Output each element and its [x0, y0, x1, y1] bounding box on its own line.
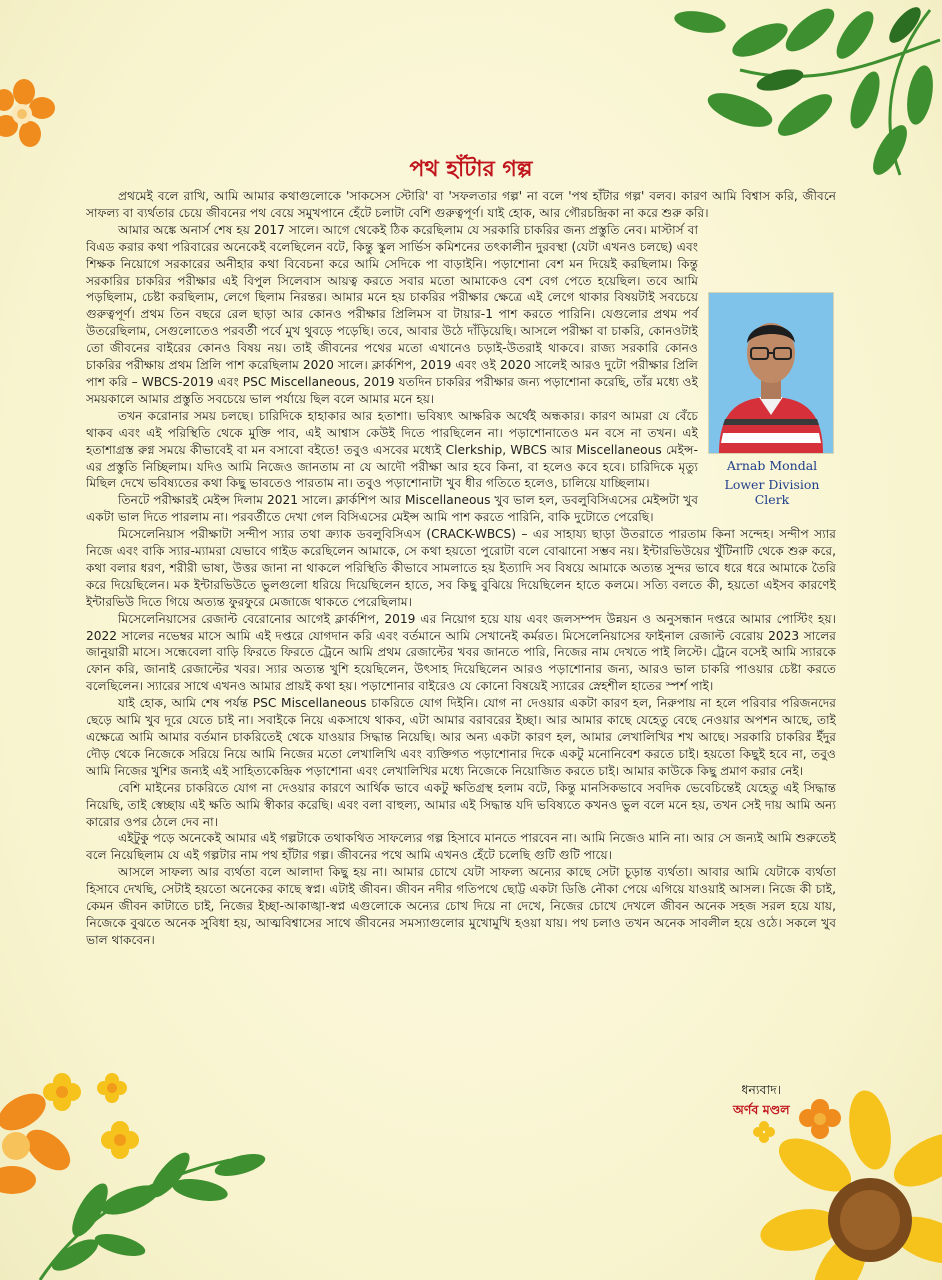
author-name-caption: Arnab Mondal [726, 457, 818, 473]
paragraph: যাই হোক, আমি শেষ পর্যন্ত PSC Miscellaneous চাকরিতে যোগ দিইনি। যোগ না দেওয়ার একটা কারণ হল, নিরুপায় না হলে পরিবার পরিজনদের ছেড়ে আমি খুব দূরে যেতে চাই না। সবাইকে নিয়ে একসাথে থাকব, এটা আমার বরাবরের ইচ্ছা। আর আমার কাছে যেহেতু বেছে নেওয়ার অপশন আছে, তাই এক্ষেত্রে আমি আমার বর্তমান চাকরিতেই থেকে যাওয়ার সিদ্ধান্ত নিয়েছি। আর অন্য একটা কারণ হল, আমার লেখালিখির শখ আছে। সরকারি চাকরির ইঁদুর দৌড় থেকে নিজেকে সরিয়ে নিয়ে আমি নিজের মতো লেখালিখি এবং ব্যক্তিগত পড়াশোনার দিকে একটু মনোনিবেশ করতে চাই। হয়তো কিছুই হবে না, তবুও আমি নিজের খুশির জন্যই এই সাহিত্যকেন্দ্রিক পড়াশোনা এবং লেখালিখির মধ্যে নিজেকে নিয়োজিত করতে চাই। আমার কাউকে কিছু প্রমাণ করার নেই। [86, 696, 836, 778]
article-body [86, 188, 836, 1078]
paragraph: প্রথমেই বলে রাখি, আমি আমার কথাগুলোকে 'সাকসেস স্টোরি' বা 'সফলতার গল্প' না বলে 'পথ হাঁটার গল্প' বলব। কারণ আমি বিশ্বাস করি, জীবনে সাফল্য বা ব্যর্থতার চেয়ে জীবনের পথ বেয়ে সমুখপানে হেঁটে চলাটা বেশি গুরুত্বপূর্ণ। যাই হোক, আর গৌরচন্দ্রিকা না করে শুরু করি। [86, 189, 836, 220]
thanks-text: ধন্যবাদ। [741, 1082, 782, 1097]
paragraph: তিনটে পরীক্ষারই মেইন্স দিলাম 2021 সালে। ক্লার্কশিপ আর Miscellaneous খুব ভাল হল, ডবলুবিসিএসের মেইন্সটা খুব একটা ভাল দিতে পারলাম না। পরবর্তীতে দেখা গেল বিসিএসের মেইন্স আমি পাশ করতে পারিনি, বাকি দুটোতে পেরেছি। [86, 493, 698, 525]
author-photo [708, 292, 834, 454]
paragraph: এইটুকু পড়ে অনেকেই আমার এই গল্পটাকে তথাকথিত সাফল্যের গল্প হিসাবে মানতে পারবেন না। আমি নিজেও মানি না। আর সে জন্যই আমি শুরুতেই বলে নিয়েছিলাম যে এই গল্পটার নাম পথ হাঁটার গল্প। জীবনের পথে আমি এখনও হেঁটে চলেছি গুটি গুটি পায়ে। [86, 831, 836, 863]
person-portrait-icon [709, 293, 833, 453]
paragraph: আসলে সাফল্য আর ব্যর্থতা বলে আলাদা কিছু হয় না। আমার চোখে যেটা সাফল্য অন্যের কাছে সেটা চূড়ান্ত ব্যর্থতা। আবার আমি যেটাকে ব্যর্থতা হিসাবে দেখছি, সেটাই হয়তো অনেকের কাছে স্বপ্ন। এটাই জীবন। জীবন নদীর গতিপথে ছোট্ট একটা ডিঙি নৌকা পেয়ে এগিয়ে যাওয়াই আসল। নিজে কী চাই, কেমন জীবন কাটাতে চাই, নিজের ইচ্ছা-আকাঙ্খা-স্বপ্ন এগুলোকে অন্যের চোখ দিয়ে না দেখে, নিজের চোখে দেখলে জীবন অনেক সহজ সরল হয়ে যায়, নিজেকে বুঝতে অনেক সুবিধা হয়, আত্মবিশ্বাসের সাথে জীবনের সমস্যাগুলোর মুখোমুখি হওয়া যায়। পথ চলাও তখন অনেক সাবলীল হয়ে ওঠে। সকলে খুব ভাল থাকবেন। [86, 865, 836, 947]
signature-block [733, 1080, 790, 1120]
signature-name: অর্ণব মণ্ডল [733, 1102, 790, 1117]
paragraph: মিসেলেনিয়াসের রেজাল্ট বেরোনোর আগেই ক্লার্কশিপ, 2019 এর নিয়োগ হয়ে যায় এবং জলসম্পদ উন্নয়ন ও অনুসন্ধান দপ্তরে আমার পোস্টিং হয়। 2022 সালের নভেম্বর মাসে আমি এই দপ্তরে যোগদান করি এবং বর্তমানে আমি সেখানেই কর্মরত। মিসেলেনিয়াসের ফাইনাল রেজাল্ট বেরোয় 2023 সালের জানুয়ারী মাসে। সন্ধেবেলা বাড়ি ফিরতে ফিরতে ট্রেনে আমি প্রথম রেজাল্টের খবর জানতে পারি, নিজের নাম দেখতে পাই লিস্টে। ট্রেনে বসেই আমি স্যারকে ফোন করি, জানাই রেজাল্টের খবর। স্যার অত্যন্ত খুশি হয়েছিলেন, উৎসাহ দিয়েছিলেন আরও পড়াশোনার জন্য, আরও ভাল চাকরি পাওয়ার চেষ্টা করতে বলেছিলেন। স্যারের সাথে এখনও আমার প্রায়ই কথা হয়। পড়াশোনার বাইরেও যে কোনো বিষয়েই স্যারের স্নেহশীল হাতের স্পর্শ পাই। [86, 611, 836, 694]
author-designation-caption: Lower Division Clerk [724, 476, 820, 507]
article-title: পথ হাঁটার গল্প [409, 157, 533, 182]
author-photo-block [708, 292, 836, 507]
paragraph: মিসেলেনিয়াস পরীক্ষাটা সন্দীপ স্যার তথা ক্র্যাক ডবলুবিসিএস (CRACK-WBCS) – এর সাহায্য ছাড়া উতরাতে পারতাম কিনা সন্দেহ। সন্দীপ স্যার নিজে এবং বাকি স্যার-ম্যামরা যেভাবে গাইড করেছিলেন আমাকে, সে কথা হয়তো পুরোটা বলে বোঝানো সম্ভব নয়। ইন্টারভিউয়ের খুঁটিনাটি থেকে শুরু করে, কথা বলার ধরণ, শরীরী ভাষা, উত্তর জানা না থাকলে পরিস্থিতি কীভাবে সামলাতে হয় ইত্যাদি সব বিষয়ে আমাকে অত্যন্ত সুন্দর ভাবে ধরে ধরে আমাকে তৈরি করে দিয়েছিলেন। মক ইন্টারভিউতে ভুলগুলো ধরিয়ে দিয়েছিলেন হাতে, সব কিছু বুঝিয়ে দিয়েছিলেন হাতে কলমে। সত্যি বলতে কী, হয়তো এইসব কারণেই ইন্টারভিউ দিতে গিয়ে অত্যন্ত ফুরফুরে মেজাজে থাকতে পেরেছিলাম। [86, 527, 836, 609]
paragraph: বেশি মাইনের চাকরিতে যোগ না দেওয়ার কারণে আর্থিক ভাবে একটু ক্ষতিগ্রস্থ হলাম বটে, কিন্তু মানসিকভাবে সবদিক ভেবেচিন্তেই যেহেতু এই সিদ্ধান্ত নিয়েছি, তাই স্বেচ্ছায় এই ক্ষতি আমি স্বীকার করেছি। এবং বলা বাহুল্য, আমার এই সিদ্ধান্ত যদি ভবিষ্যতে কখনও ভুল বলে মনে হয়, তখন সেই দায় আমি অন্য কারোর ওপর ঠেলে দেব না। [86, 780, 836, 829]
flowers-leaves-bottom-left-icon [0, 1060, 300, 1280]
orange-flower-top-left-icon [0, 78, 56, 154]
paragraph: তখন করোনার সময় চলছে। চারিদিকে হাহাকার আর হতাশা। ভবিষ্যৎ আক্ষরিক অর্থেই অন্ধকার। কারণ আমরা যে বেঁচে থাকব এবং এই পরিস্থিতি থেকে মুক্তি পাব, এই আশ্বাস কেউই দিতে পারছিলেন না। পড়াশোনাতেও মন বসে না তখন। এই হতাশাগ্রস্ত রুগ্ন সময়ে কীভাবেই বা মন বসাবো বইতে! তবুও এসবের মধ্যেই Clerkship, WBCS আর Miscellaneous মেইন্স-এর প্রস্তুতি নিচ্ছিলাম। যদিও আমি নিজেও জানতাম না যে আদৌ পরীক্ষা আর হবে কিনা, বা হলেও কবে হবে। চারিদিকে মৃত্যু মিছিল দেখে ভবিষ্যতের কথা কিছু ভাবতেও পারতাম না। তবুও পড়াশোনাটা খুব ধীর গতিতে হলেও, চালিয়ে যাচ্ছিলাম। [86, 408, 698, 491]
paragraph: আমার অঙ্কে অনার্স শেষ হয় 2017 সালে। আগে থেকেই ঠিক করেছিলাম যে সরকারি চাকরির জন্য প্রস্তুতি নেব। মাস্টার্স বা বিএড করার কথা পরিবারের অনেকেই বলেছিলেন বটে, কিন্তু স্কুল সার্ভিস কমিশনের তৎকালীন দুরবস্থা (যেটা এখনও চলছে) এবং শিক্ষক নিয়োগে সরকারের অনীহার কথা বিবেচনা করে আমি সেদিকে পা বাড়াইনি। পড়াশোনা বেশ মন দিয়েই করছিলাম। কিন্তু সরকারির চাকরির পরীক্ষার এই বিপুল সিলেবাস আয়ত্ব করতে সবার মতো আমাকেও বেশ বেগ পেতে হয়েছিল। তবে আমি পড়ছিলাম, চেষ্টা করছিলাম, লেগে ছিলাম নিরন্তর। আমার মনে হয় চাকরির পরীক্ষার ক্ষেত্রে এই লেগে থাকার বিষয়টাই সবচেয়ে গুরুত্বপূর্ণ। প্রথম তিন বছরে রেল ছাড়া আর কোনও পরীক্ষার প্রিলিমস বা টায়ার-1 পাশ করতে পারিনি। যেগুলোর প্রথম পর্ব উতরেছিলাম, সেগুলোতেও পরবর্তী পর্বে মুখ থুবড়ে পড়েছি। তবে, আবার উঠে দাঁড়িয়েছি। আসলে পরীক্ষা বা চাকরি, কোনওটাই তো জীবনের বাইরের কোনও বিষয় নয়। তাই জীবনের পথের মতো এখানেও চড়াই-উতরাই থাকবে। রাজ্য সরকারি কোনও চাকরির পরীক্ষায় প্রথম প্রিলি পাশ করেছিলাম 2020 সালে। ক্লার্কশিপ, 2019 এবং ওই 2020 সালেই আরও দুটো পরীক্ষার প্রিলি পাশ করি – WBCS-2019 এবং PSC Miscellaneous, 2019 যতদিন চাকরির পরীক্ষার জন্য পড়াশোনা করেছি, তাঁর মধ্যে ওই সময়কালে আমার প্রস্তুতি সবচেয়ে ভাল পর্যায়ে ছিল বলে আমার মনে হয়। [86, 222, 698, 406]
